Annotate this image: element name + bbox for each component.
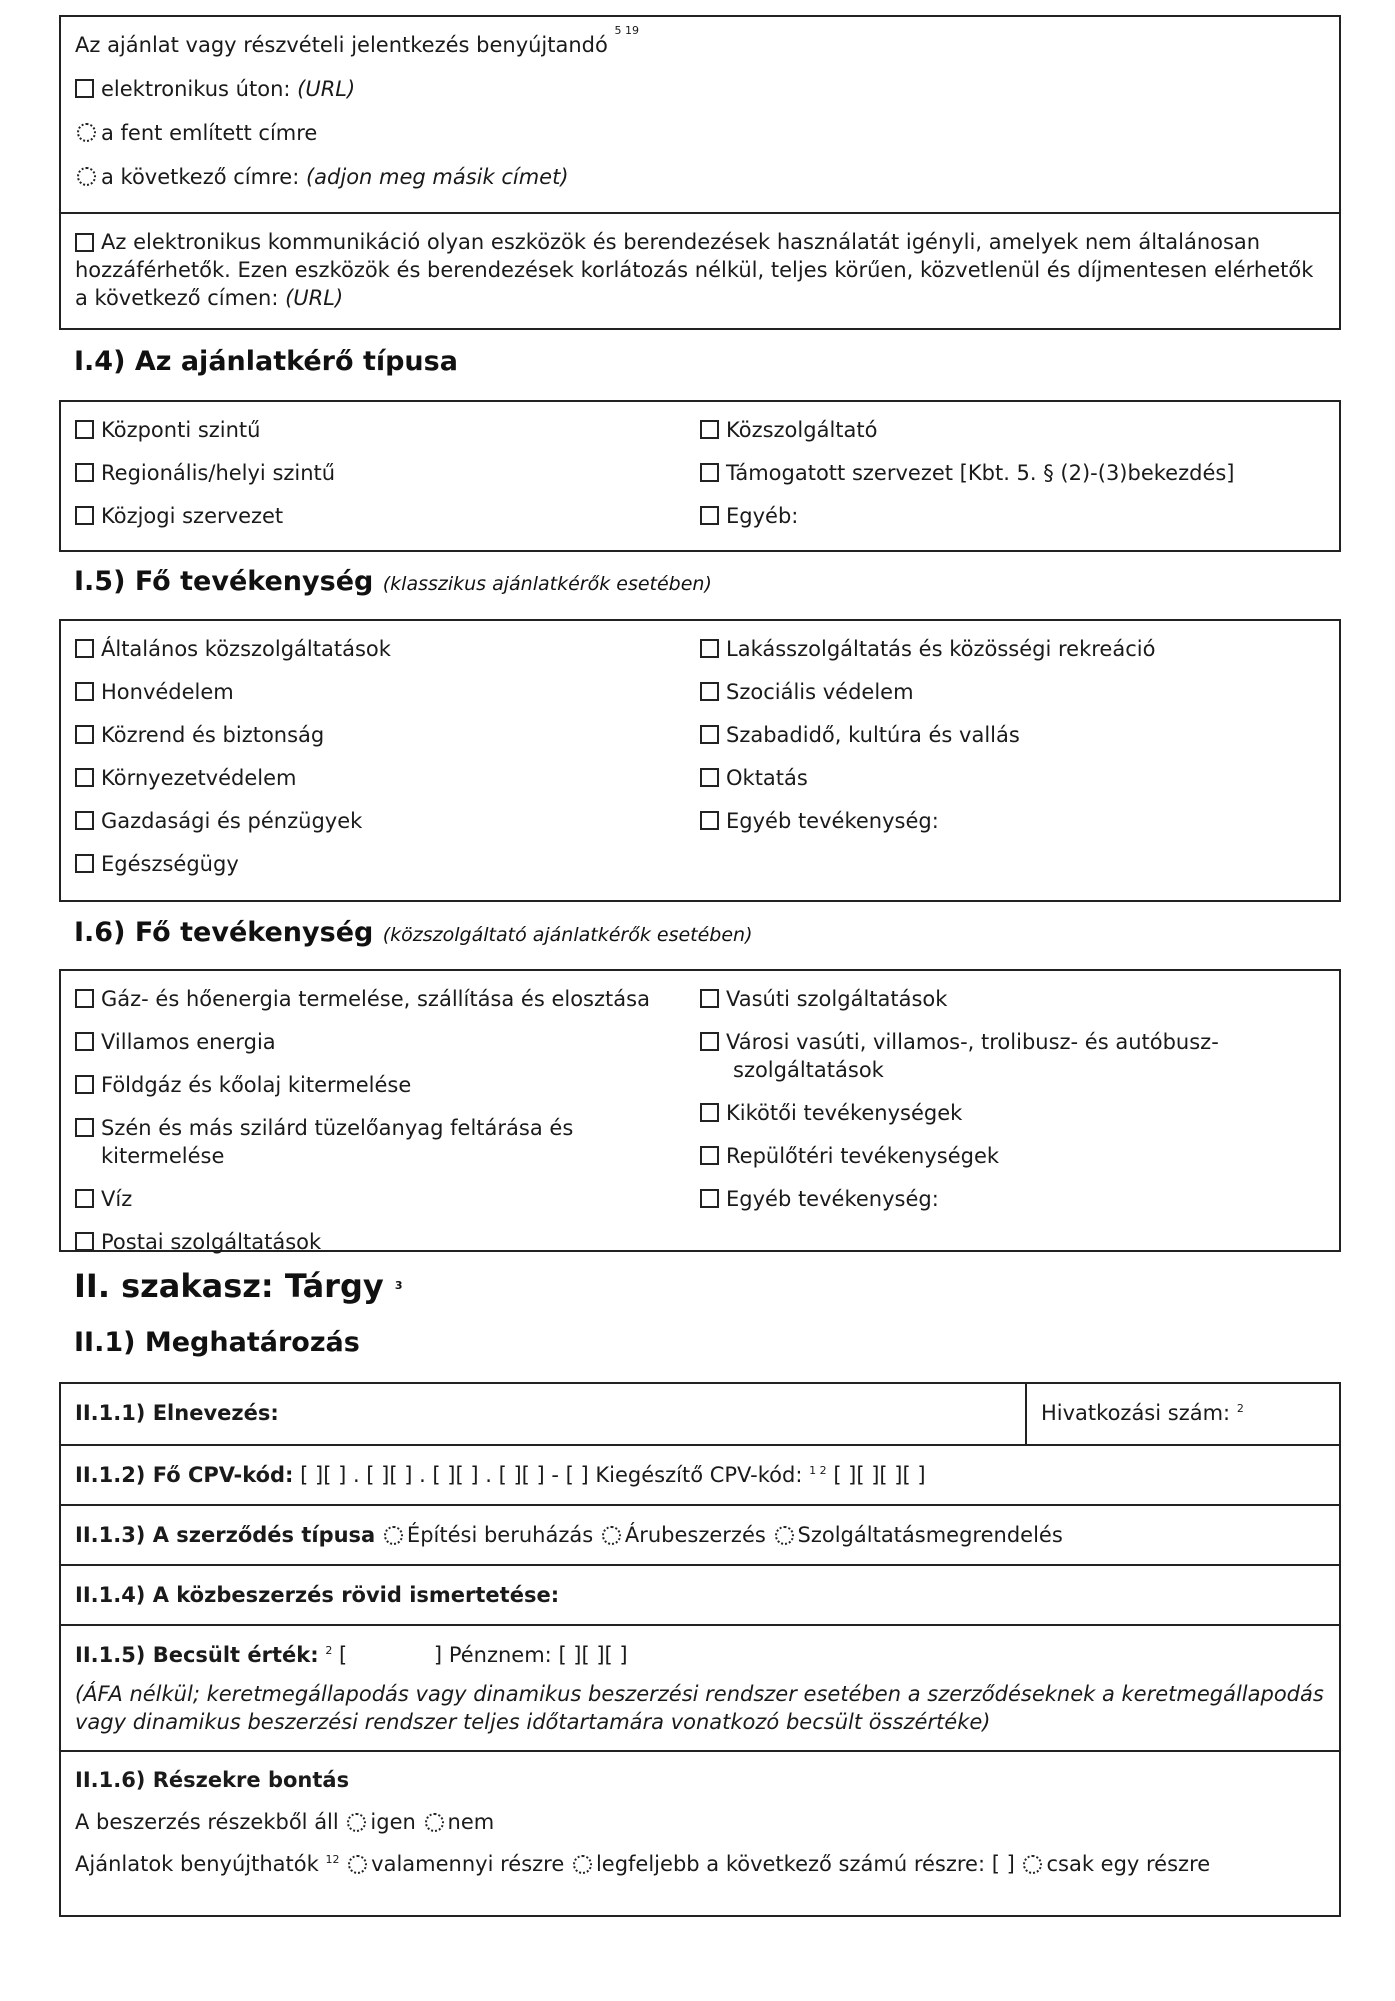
radio-button[interactable] — [347, 1813, 366, 1832]
i6-right-column — [700, 985, 1325, 1271]
i5-option[interactable] — [700, 678, 1325, 706]
radio-button[interactable] — [384, 1526, 403, 1545]
checkbox[interactable] — [700, 1032, 719, 1051]
checkbox[interactable] — [75, 768, 94, 787]
checkbox[interactable] — [700, 506, 719, 525]
checkbox[interactable] — [75, 811, 94, 830]
i4-option-label: Közjogi szervezet — [101, 504, 284, 528]
radio-button[interactable] — [602, 1526, 621, 1545]
i6-option[interactable] — [75, 1228, 700, 1256]
radio-button[interactable] — [425, 1813, 444, 1832]
row-estimated-value: II.1.5) Becsült érték: $^2$ [ ] Pénznem: [ ][ ][ ] (ÁFA nélkül; keretmegállapodás vagy dinamikus beszerzési rendszer esetében a szerződéseknek a keretmegállapodás vagy dinamikus beszerzési rendszer teljes időtartamára vonatkozó becsült összértéke) — [61, 1624, 1339, 1750]
checkbox[interactable] — [75, 1032, 94, 1051]
i6-option-label: Kikötői tevékenységek — [726, 1101, 963, 1125]
i6-option-label: Postai szolgáltatások — [101, 1230, 322, 1254]
checkbox[interactable] — [75, 79, 94, 98]
i5-option-label: Lakásszolgáltatás és közösségi rekreáció — [726, 637, 1156, 661]
submission-section — [61, 17, 1339, 212]
submission-box — [59, 15, 1341, 330]
i5-option-label: Általános közszolgáltatások — [101, 637, 391, 661]
i6-option-label: szolgáltatások — [733, 1058, 884, 1082]
checkbox[interactable] — [75, 1232, 94, 1251]
radio-button[interactable] — [1023, 1855, 1042, 1874]
i6-option-label: Villamos energia — [101, 1030, 276, 1054]
i4-option[interactable] — [700, 459, 1325, 487]
radio-button[interactable] — [573, 1855, 592, 1874]
i6-option-label: Repülőtéri tevékenységek — [726, 1144, 1000, 1168]
i5-option[interactable] — [700, 764, 1325, 792]
i4-option[interactable] — [75, 416, 700, 444]
i6-option-label: Víz — [101, 1187, 133, 1211]
checkbox[interactable] — [75, 233, 94, 252]
i5-option-label: Honvédelem — [101, 680, 234, 704]
submission-title: Az ajánlat vagy részvételi jelentkezés benyújtandó 5 19 — [75, 24, 640, 57]
checkbox[interactable] — [700, 420, 719, 439]
checkbox[interactable] — [700, 1103, 719, 1122]
checkbox[interactable] — [700, 725, 719, 744]
i4-option-label: Támogatott szervezet [Kbt. 5. § (2)-(3)bekezdés] — [726, 461, 1235, 485]
section2-heading: II. szakasz: Tárgy $^3$ — [74, 1267, 403, 1305]
i4-option[interactable] — [700, 502, 1325, 530]
row-cpv: II.1.2) Fő CPV-kód: [ ][ ] . [ ][ ] . [ ][ ] . [ ][ ] - [ ] Kiegészítő CPV-kód: $^{1 2}$ [ ][ ][ ][ ] — [61, 1444, 1339, 1504]
row-description: II.1.4) A közbeszerzés rövid ismertetése: — [61, 1564, 1339, 1624]
i6-option[interactable] — [75, 1185, 700, 1213]
i6-option-label: Egyéb tevékenység: — [726, 1187, 939, 1211]
i6-option[interactable] — [700, 1142, 1325, 1170]
i4-box — [59, 400, 1341, 552]
i4-right-column — [700, 416, 1325, 545]
checkbox[interactable] — [75, 1118, 94, 1137]
checkbox[interactable] — [75, 639, 94, 658]
i4-option[interactable] — [75, 502, 700, 530]
checkbox[interactable] — [75, 1189, 94, 1208]
i4-option-label: Központi szintű — [101, 418, 261, 442]
i6-option[interactable] — [700, 1028, 1325, 1056]
i4-option-label: Közszolgáltató — [726, 418, 878, 442]
i4-option-label: Regionális/helyi szintű — [101, 461, 336, 485]
i5-option-label: Szabadidő, kultúra és vallás — [726, 723, 1020, 747]
i6-option[interactable] — [75, 1114, 700, 1170]
i6-option-label: Földgáz és kőolaj kitermelése — [101, 1073, 412, 1097]
row-name: II.1.1) Elnevezés: Hivatkozási szám: $^2$ — [61, 1384, 1339, 1444]
i6-option[interactable] — [700, 1185, 1325, 1213]
radio-button[interactable] — [77, 123, 96, 142]
i6-option[interactable] — [75, 1028, 700, 1056]
i5-option-label: Környezetvédelem — [101, 766, 297, 790]
checkbox[interactable] — [75, 420, 94, 439]
i5-option-label: Gazdasági és pénzügyek — [101, 809, 363, 833]
i5-option[interactable] — [700, 807, 1325, 835]
i5-option-label: Egészségügy — [101, 852, 239, 876]
i6-option-label: Gáz- és hőenergia termelése, szállítása és elosztása — [101, 987, 650, 1011]
checkbox[interactable] — [700, 989, 719, 1008]
row-lots: II.1.6) Részekre bontás A beszerzés részekből áll igen nem Ajánlatok benyújthatók $^{12}$ valamennyi részre legfeljebb a következő számú részre: [ ] csak egy részre — [61, 1750, 1339, 1892]
radio-button[interactable] — [775, 1526, 794, 1545]
i5-option[interactable] — [700, 635, 1325, 663]
i5-option-label: Egyéb tevékenység: — [726, 809, 939, 833]
checkbox[interactable] — [75, 682, 94, 701]
i4-left-column — [75, 416, 700, 545]
i5-option[interactable] — [75, 721, 700, 749]
checkbox[interactable] — [75, 725, 94, 744]
i5-left-column — [75, 635, 700, 893]
checkbox[interactable] — [75, 1075, 94, 1094]
i6-option[interactable] — [700, 985, 1325, 1013]
i4-option[interactable] — [700, 416, 1325, 444]
i6-option-label: Vasúti szolgáltatások — [726, 987, 948, 1011]
i5-right-column — [700, 635, 1325, 893]
opt-electronic[interactable]: elektronikus úton: (URL) — [75, 75, 1325, 103]
i5-option[interactable] — [75, 764, 700, 792]
checkbox[interactable] — [700, 1146, 719, 1165]
section2-subheading: II.1) Meghatározás — [74, 1327, 360, 1358]
checkbox[interactable] — [700, 682, 719, 701]
i6-option — [700, 1056, 1325, 1084]
tools-section: Az elektronikus kommunikáció olyan eszközök és berendezések használatát igényli, amelyek nem általánosan hozzáférhetők. Ezen eszközök és berendezések korlátozás nélkül, teljes körűen, közvetlenül és díjmentesen elérhetők a következő címen: (URL) — [61, 212, 1339, 324]
i5-option-label: Oktatás — [726, 766, 808, 790]
i6-box — [59, 969, 1341, 1252]
radio-button[interactable] — [77, 167, 96, 186]
definition-box — [59, 1382, 1341, 1917]
i5-heading: I.5) Fő tevékenység (klasszikus ajánlatkérők esetében) — [74, 566, 712, 597]
i6-heading: I.6) Fő tevékenység (közszolgáltató ajánlatkérők esetében) — [74, 917, 753, 948]
opt-above-address[interactable]: a fent említett címre — [75, 119, 1325, 147]
opt-other-address[interactable]: a következő címre: (adjon meg másik címet) — [75, 163, 1325, 191]
i6-left-column — [75, 985, 700, 1271]
i5-box — [59, 619, 1341, 902]
checkbox[interactable] — [700, 463, 719, 482]
i5-option[interactable] — [75, 678, 700, 706]
i4-option-label: Egyéb: — [726, 504, 799, 528]
i6-option-label: Városi vasúti, villamos-, trolibusz- és autóbusz- — [726, 1030, 1219, 1054]
i5-option-label: Közrend és biztonság — [101, 723, 325, 747]
checkbox[interactable] — [75, 854, 94, 873]
i6-option-label: Szén és más szilárd tüzelőanyag feltárása és kitermelése — [101, 1116, 574, 1168]
checkbox[interactable] — [700, 1189, 719, 1208]
i5-option[interactable] — [700, 721, 1325, 749]
checkbox[interactable] — [700, 639, 719, 658]
checkbox[interactable] — [75, 506, 94, 525]
checkbox[interactable] — [75, 463, 94, 482]
i5-option-label: Szociális védelem — [726, 680, 914, 704]
i6-option[interactable] — [75, 985, 700, 1013]
i5-option[interactable] — [75, 635, 700, 663]
i4-option[interactable] — [75, 459, 700, 487]
i5-option[interactable] — [75, 850, 700, 878]
i6-option[interactable] — [700, 1099, 1325, 1127]
i5-option[interactable] — [75, 807, 700, 835]
checkbox[interactable] — [700, 811, 719, 830]
i6-option[interactable] — [75, 1071, 700, 1099]
row-contract-type: II.1.3) A szerződés típusa Építési beruházás Árubeszerzés Szolgáltatásmegrendelés — [61, 1504, 1339, 1564]
checkbox[interactable] — [700, 768, 719, 787]
radio-button[interactable] — [348, 1855, 367, 1874]
i4-heading: I.4) Az ajánlatkérő típusa — [74, 346, 458, 377]
checkbox[interactable] — [75, 989, 94, 1008]
